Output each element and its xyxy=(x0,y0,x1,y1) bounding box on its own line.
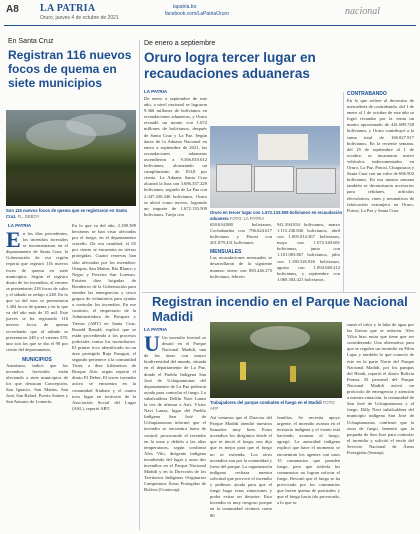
column-divider xyxy=(139,40,140,530)
drop-cap: E xyxy=(6,231,21,252)
firefighter xyxy=(290,366,296,382)
header-divider xyxy=(4,25,416,26)
bottom-column-3: familias. Se necesita apoyo urgente, el incendio avanza en el territorio indígena y el viento está haciendo avanzar el fuego, agregó. La autoridad indígena explicó que hace el momento se encuentran los agentes con unos 15 comunarios que prenden fuego, pero que todavía los comunarios no logran sofocar el fuego. Rescató que el fuego se ha provocado por los comunarios que hacen quema de pastizales y que el fuego hacia ido provocado, a lo que se xyxy=(277,415,340,506)
facebook-link[interactable]: facebook.com/LaPatriaOruro xyxy=(165,11,229,17)
top-column-3: 941.394.834 bolivianos, marzo 1.115.236.846 bolivianos, abril con 1.005.014.367 bolivianos, mayo con 1.072.349.681 bolivianos, junio con 1.101.083.867 bolivianos, julio con 1.180.526.926 bolivianos, agosto con 1.094.040.212 bolivianos, y septiembre con 1.060.304.421 bolivianos. xyxy=(277,222,340,282)
bottom-column-1: U Un incendio forestal se desató en el Parque Nacional Madidi, una de las áreas con mayor biodiversidad del mundo, situada en el departamento de La Paz, donde el Pueblo Indígena San José de Uchupiamonas del departamento de La Paz pidieron ayuda para controlar el fuego. La subalcaldesa Delfín Navi Lanza la vez de afirmar a Asís. Víctor Navi Lanza, lugar del Pueblo Indígena San José de Uchupiamonas informó que el incendio se encuentra fuera de control, provocando el incendio en la zona y debido a las altas temperaturas, según confirmó Alex Vilo, dirigente indígena invadiendo del lugar y unos dos incendios en el Parque Nacional Madidi y en la Dirección de los Territorios Indígenas Originarios Campesinos Áreas Protegidas de Bolivia (Contocap). xyxy=(144,335,206,493)
fire-photo xyxy=(6,110,136,206)
smoke-plume xyxy=(250,326,310,350)
issue-date: Oruro, jueves 4 de octubre de 2021 xyxy=(40,15,119,21)
page-number: A8 xyxy=(6,4,19,15)
truck xyxy=(254,166,294,192)
truck xyxy=(296,168,336,194)
left-subhead: MUNICIPIOS xyxy=(22,356,52,363)
top-subhead: MENSUALES xyxy=(210,249,242,256)
left-headline: Registran 116 nuevos focos de quema en siete municipios xyxy=(8,48,132,90)
firefighter xyxy=(240,362,246,380)
top-headline: Oruro logra tercer lugar en recaudaciones aduaneras xyxy=(144,50,316,81)
truck xyxy=(216,164,252,192)
bottom-column-4: sumó el calor y la falta de agua por las lluvias que se reducen. Alex Vilca hizo notar que tiene que ser considerando Una alternativa para que se regulen un incendio en Pilón Lajas y también lo que conoció de éste en la parte Norte del Parque Nacional Madidi, por los pampas del Heath, reportó el diario Bolivia Prensa. El personal del Parque Nacional Madidi activó un protocolo de emergencia y atención a nuestra situación, la comunidad de San José de Uchupiamonas y al fuego. Dilly Navi subalcaldesa del municipio indígena San José de Uchupiamonas, confirmó que la zona de fuego, lamentó que la pequeña de San Jose para controlar el incendio y solicitó el envío del Servicio Nacional de Áreas Protegidas (Sernap). xyxy=(347,322,414,455)
smoke-plume xyxy=(66,114,126,136)
left-column-2: En lo que va del año, 2.188.389 hectáreas se han visto afectadas por el fuego, en el departamento cruceño. De esa cantidad, el 65 por ciento se encuentra en tierras protegidas. Cuatro reservas han sido afectadas por los incendios: Otuquis, San Matías, Río Blanco y Negro y Ferreira San Lorenzo. Existen diez brigadas de Bomberos de la Gobernación para atender las emergencias y cinco grupos de voluntarios para ayudar a controlar los incendios. En ese contexto, el empresario de la Administradora de Bosques y Tierras (ABT) en Santa Cruz, Ronald Ranald, explicó que se están procediendo a los procesos judiciales contra los incendiarios. El primer foco identificado en un área protegida Rajo Paraguá, el segundo pertenece a la comunidad Tirari, a diez kilómetros de Bosque Alto, según reportó el diario El Deber. El tercer incendio activo se encuentra en la comunidad Kiabare y el cuarto tuvo lugar en territorio de la Asociación Social del Lugar (ASL), reportó ABT. xyxy=(72,223,136,411)
left-column-1b: Asimismo, indicó que los incendios forestales están afectando a siete municipios de los que destacan Concepción, San Ignacio, San Matías, San José, San Rafael, Puerto Suárez y San Antonio de Lomerío. xyxy=(6,362,68,405)
customs-building xyxy=(258,134,308,160)
drop-cap: U xyxy=(144,335,160,356)
trucks-photo-caption: Oruro en tercer lugar con 1.672.133.509 bolivianos en recaudación aduanera FOTO: LA PATRIA xyxy=(210,210,343,221)
left-byline: LA PATRIA xyxy=(8,223,32,228)
masthead: LA PATRIA xyxy=(40,3,96,14)
top-column-1: De enero a septiembre de este año, a nivel nacional se lograron 9.366 millones de bolivianos en recaudaciones aduaneras, y Oruro recaudó un monto con 1.672 millones de bolivianos, después de Santa Cruz y La Paz. Según datos de la Aduana Nacional en enero a septiembre de 2021, las recaudaciones aduaneras ascendieron a 9.366.810.612 bolivianos, alcanzando un cumplimiento de 103,8 por ciento. La Aduana Santa Cruz alcanzó la lista con 3.686.337.229 bolivianos, seguido de La Paz con 2.347.430.446 bolivianos, Oruro se ubicó como tercero, logrando un importe de 1.672.133.509 bolivianos, Tarija con xyxy=(144,96,207,217)
story-divider xyxy=(142,292,416,293)
madidi-photo-caption: Trabajadores del parque combaten el fuego en el Madidi FOTO: AFP xyxy=(210,400,336,411)
fire-photo-caption: Son 116 nuevos focos de quema que se registraron en Santa Cruz. FL. DEBOY xyxy=(6,208,128,219)
website-link[interactable]: lapatria.bo xyxy=(173,4,197,10)
top-byline: LA PATRIA xyxy=(144,89,168,94)
bottom-byline: LA PATRIA xyxy=(144,327,168,332)
section-name: nacional xyxy=(345,6,380,17)
bottom-column-2: Así venimos que el Director del Parque Madidi atendió nuestros llamados muy bien. Estos incendios los dirigimos desde el que se inició el fuego, nos dijo que es mejor para que el fuego no se extienda, Los otros incendios son por la comunidad y fuera del parque. La organización indígena rechaza nuestra solicitud que provocó el incendio y pedimos ayuda para que el fuego hago estas situaciones y poder evitar un desastre. Esto incendio es muy riesgoso porque en la comunidad vivimos como 80 xyxy=(210,415,272,518)
left-kicker: En Santa Cruz xyxy=(8,38,54,45)
madidi-fire-photo xyxy=(210,322,342,398)
top-kicker: De enero a septiembre xyxy=(144,40,216,47)
left-column-1: En los días precedentes, los incendios forestales se incrementaron en el departamento de Santa Cruz, la Gobernación de esa región reporta que registró 116 nuevos focos de quema en siete municipios. Según el registro diario de los incendios, al viernes se presentaron 218 focos de calor y el sábado se redujo a 248. En lo que va del mes se presentaron 1.404 focos de quema y en lo que va del año más de 35 mil. Este jueves se ha registrado 116 nuevos focos de quema recordando que al sábado se presentaron 248 y el viernes 378, uno son los que se dio el 98 por ciento del departamento. MUNICIPIOS Asimismo, indicó que los incendios forestales están afectando a siete municipios de los que destacan Concepción, San Ignacio, San Matías, San José, San Rafael, Puerto Suárez y San Antonio de Lomerío. xyxy=(6,231,68,405)
contraband-subhead: CONTRABANDO xyxy=(347,91,387,97)
top-column-4: En lo que refiere al decomiso de mercadería de contrabando, del 1 de enero al 1 de octubre de este año se logró recaudar por la venta un monto aproximado de 441.689.728 bolivianos, y Oruro contribuyó a la suma total de 166.827.917 bolivianos. En la reciente semana, del 25 de septiembre al 1 de octubre, se incautaron nueve vehículos indocumentados en Oruro, La Paz, Potosí, Chuquisaca y Santa Cruz con un valor de 666.902 bolivianos. En esa misma semana también se decomisaron accesorios para celulares, artículos electrónicos, rines y neumáticos de fabricación extranjera en Oruro, Potosí, La Paz y Santa Cruz. xyxy=(347,98,414,213)
customs-trucks-photo xyxy=(210,126,340,208)
column-divider xyxy=(343,92,344,292)
top-column-2: 650.634.880 bolivianos, Cochabamba con 796.624.617 bolivianos y Potosí con 201.879.431 bolivianos. MENSUALES Las recaudaciones mensuales se desarrollaron de la siguiente manera: enero con 883.446.275 bolivianos, febrero xyxy=(210,222,272,279)
bottom-headline: Registran incendio en el Parque Nacional Madidi xyxy=(152,294,408,324)
